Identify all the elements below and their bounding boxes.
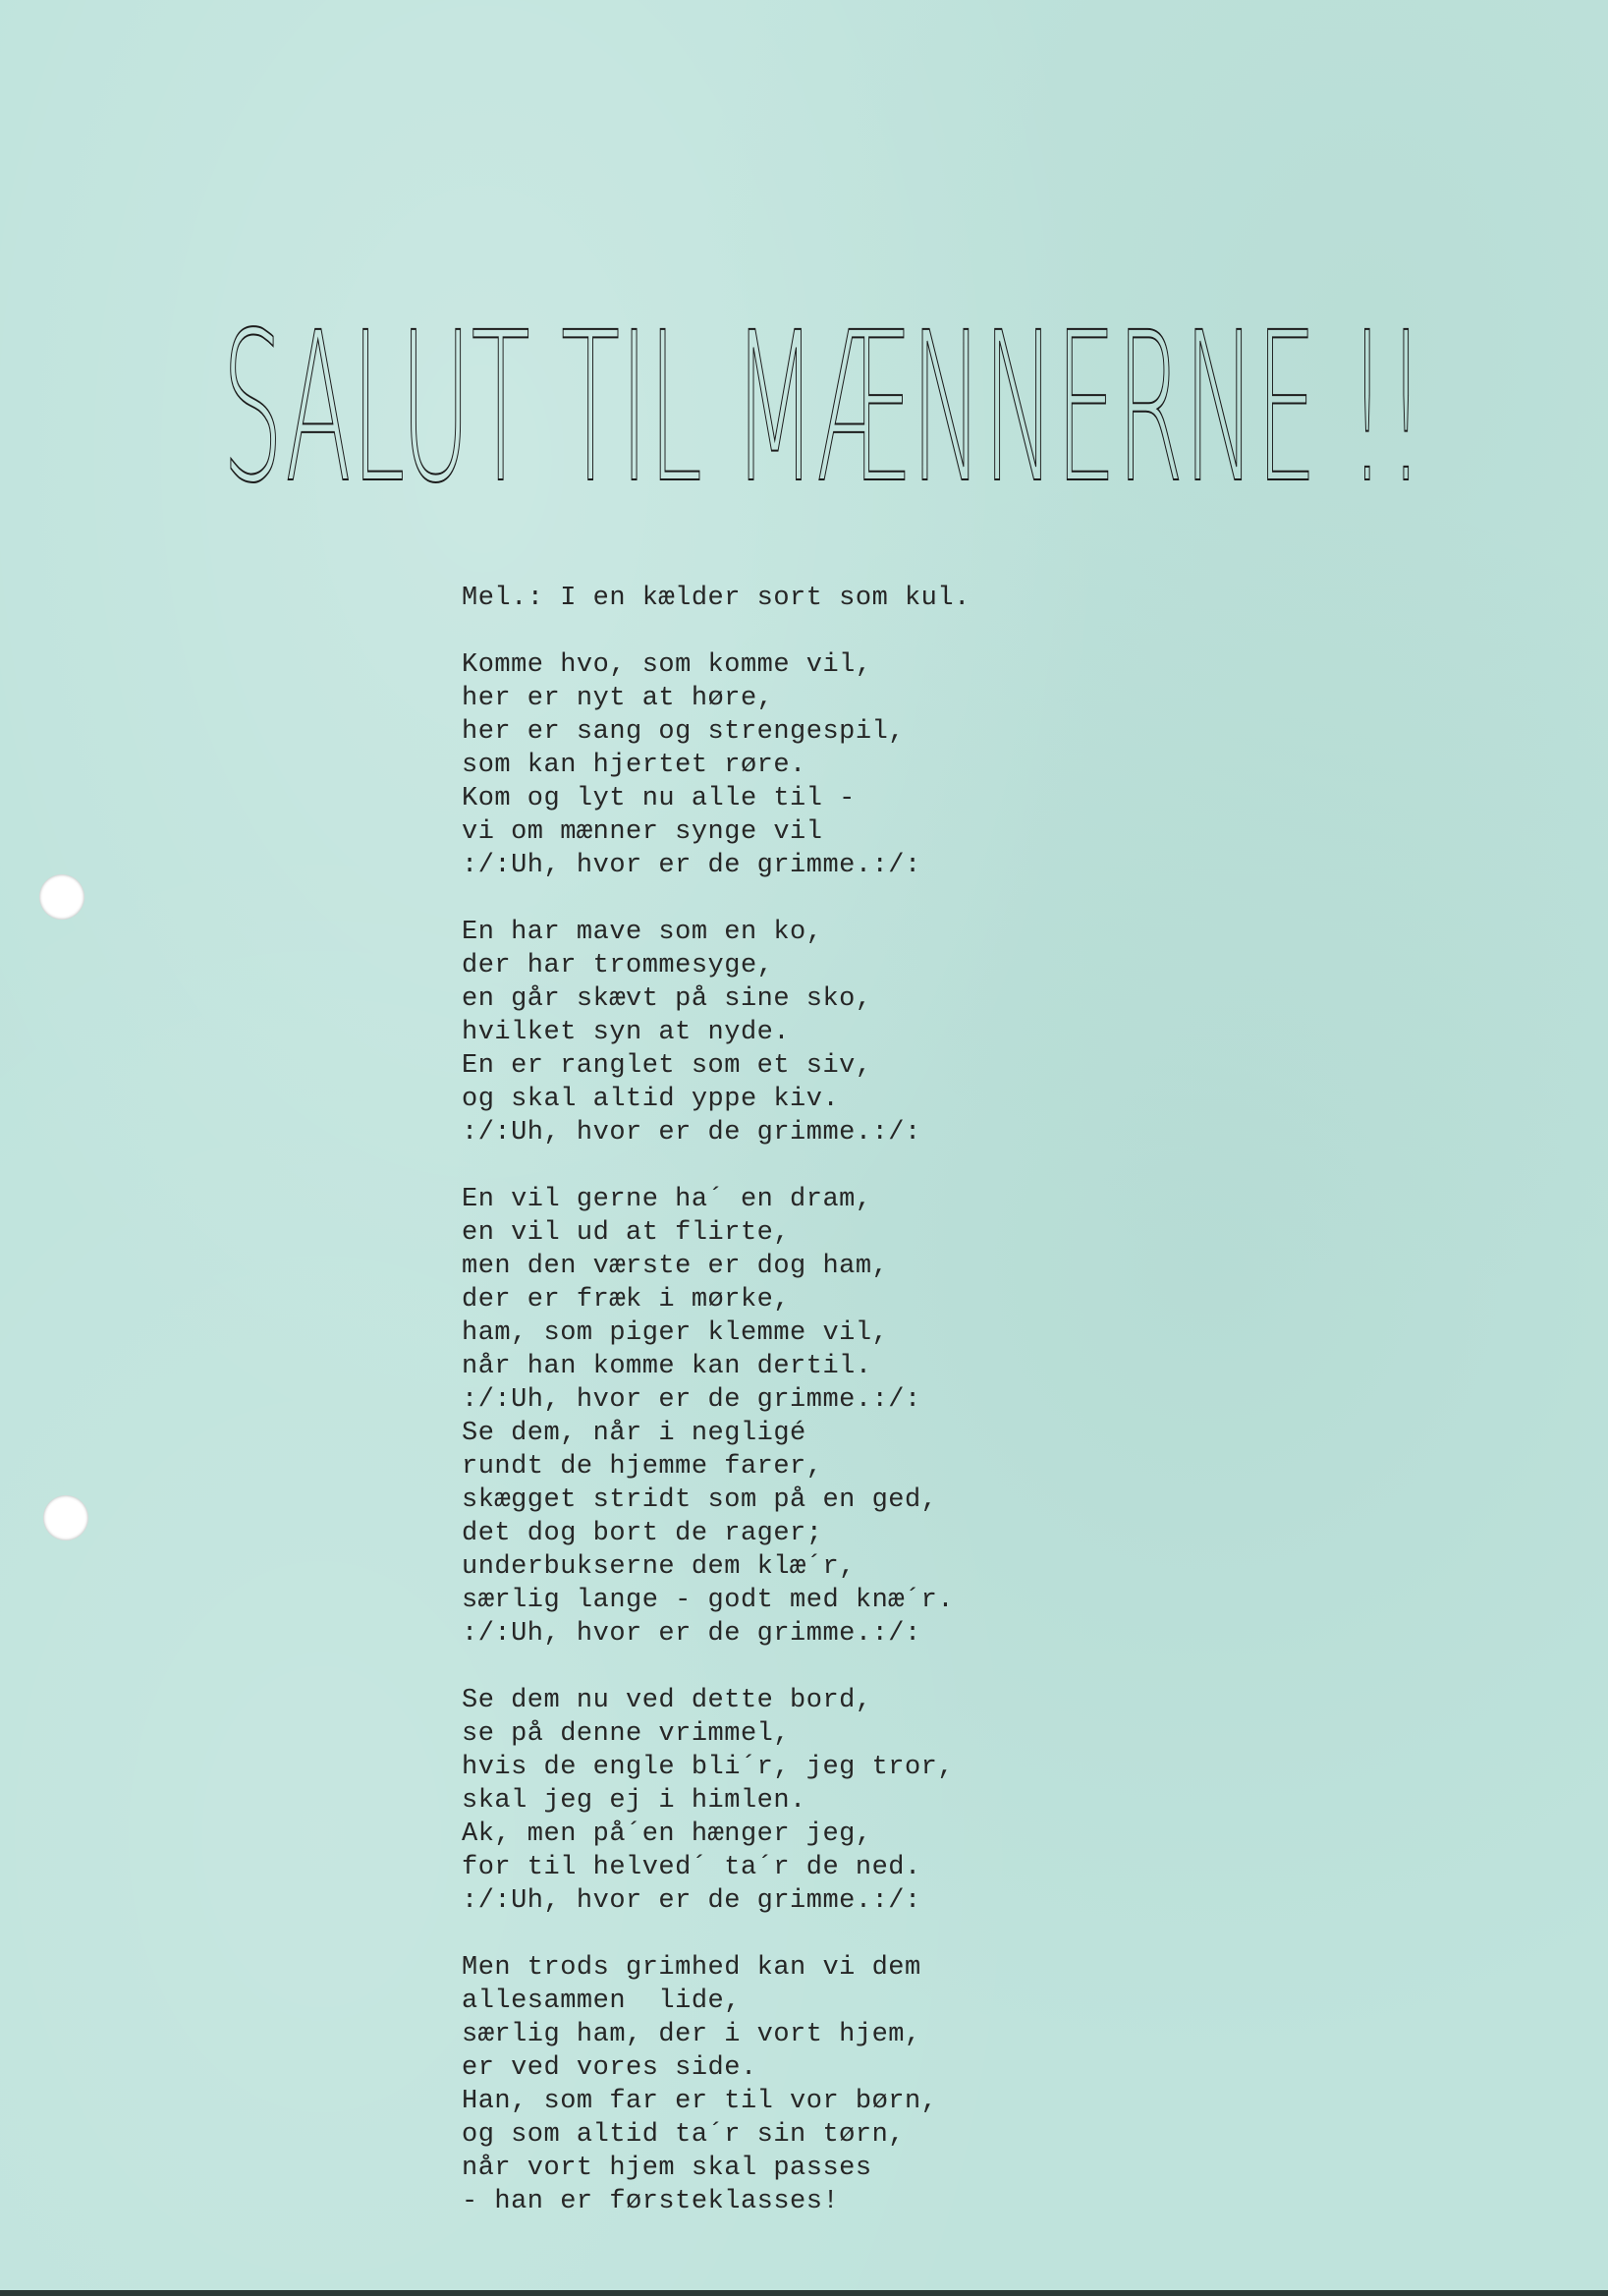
song-title-lettering: [222, 312, 1430, 494]
lyric-line: Han, som far er til vor børn,: [462, 2087, 938, 2116]
page-bottom-edge: [0, 2290, 1608, 2296]
lyric-line: :/:Uh, hvor er de grimme.:/:: [462, 1886, 921, 1916]
lyric-line: når vort hjem skal passes: [462, 2154, 872, 2183]
lyric-line: her er sang og strengespil,: [462, 717, 905, 747]
stanza: [462, 648, 1444, 882]
punch-hole: [39, 874, 84, 920]
stanza: [462, 916, 1444, 1149]
lyric-line: vi om mænner synge vil: [462, 817, 823, 847]
lyric-line: er ved vores side.: [462, 2053, 757, 2083]
lyric-line: En er ranglet som et siv,: [462, 1051, 872, 1081]
stanza-list: [462, 648, 1444, 2218]
lyric-line: - han er førsteklasses!: [462, 2187, 840, 2216]
lyric-line: særlig ham, der i vort hjem,: [462, 2020, 921, 2049]
lyric-line: en går skævt på sine sko,: [462, 984, 872, 1014]
lyric-line: som kan hjertet røre.: [462, 751, 806, 780]
stanza: [462, 1183, 1444, 1651]
lyric-line: rundt de hjemme farer,: [462, 1452, 823, 1482]
lyric-line: her er nyt at høre,: [462, 684, 774, 713]
lyric-line: det dog bort de rager;: [462, 1519, 823, 1548]
stanza: [462, 1684, 1444, 1918]
lyric-line: En vil gerne ha´ en dram,: [462, 1185, 872, 1214]
melody-line: Mel.: I en kælder sort som kul.: [462, 584, 970, 613]
lyric-line: ham, som piger klemme vil,: [462, 1318, 889, 1348]
lyric-line: og skal altid yppe kiv.: [462, 1085, 840, 1114]
stanza: [462, 1951, 1444, 2218]
lyric-line: når han komme kan dertil.: [462, 1352, 872, 1381]
lyric-line: for til helved´ ta´r de ned.: [462, 1853, 921, 1882]
lyric-line: Komme hvo, som komme vil,: [462, 650, 872, 680]
punch-hole: [43, 1495, 88, 1540]
lyric-line: En har mave som en ko,: [462, 918, 823, 947]
lyric-line: der er fræk i mørke,: [462, 1285, 791, 1315]
lyric-line: men den værste er dog ham,: [462, 1252, 889, 1281]
lyric-line: :/:Uh, hvor er de grimme.:/:: [462, 1619, 921, 1649]
lyric-line: underbukserne dem klæ´r,: [462, 1552, 856, 1582]
lyric-line: :/:Uh, hvor er de grimme.:/:: [462, 1385, 921, 1415]
song-title: [222, 312, 1430, 494]
lyric-line: :/:Uh, hvor er de grimme.:/:: [462, 851, 921, 880]
lyric-line: hvilket syn at nyde.: [462, 1018, 791, 1047]
lyric-line: særlig lange - godt med knæ´r.: [462, 1586, 955, 1615]
lyric-line: og som altid ta´r sin tørn,: [462, 2120, 905, 2150]
song-title-text: SALUT TIL MÆNNERNE !!: [222, 312, 1425, 494]
lyric-line: skal jeg ej i himlen.: [462, 1786, 806, 1816]
lyric-line: Se dem nu ved dette bord,: [462, 1686, 872, 1715]
lyric-line: en vil ud at flirte,: [462, 1218, 791, 1248]
lyric-line: allesammen lide,: [462, 1987, 741, 2016]
lyric-line: Ak, men på´en hænger jeg,: [462, 1820, 872, 1849]
lyric-line: :/:Uh, hvor er de grimme.:/:: [462, 1118, 921, 1148]
lyric-line: Men trods grimhed kan vi dem: [462, 1953, 921, 1983]
lyric-line: hvis de engle bli´r, jeg tror,: [462, 1753, 955, 1782]
lyric-line: Se dem, når i negligé: [462, 1419, 806, 1448]
song-lyrics: [462, 582, 1444, 2218]
lyric-line: se på denne vrimmel,: [462, 1719, 791, 1749]
lyric-line: Kom og lyt nu alle til -: [462, 784, 856, 813]
lyric-line: der har trommesyge,: [462, 951, 774, 980]
lyric-line: skægget stridt som på en ged,: [462, 1485, 938, 1515]
